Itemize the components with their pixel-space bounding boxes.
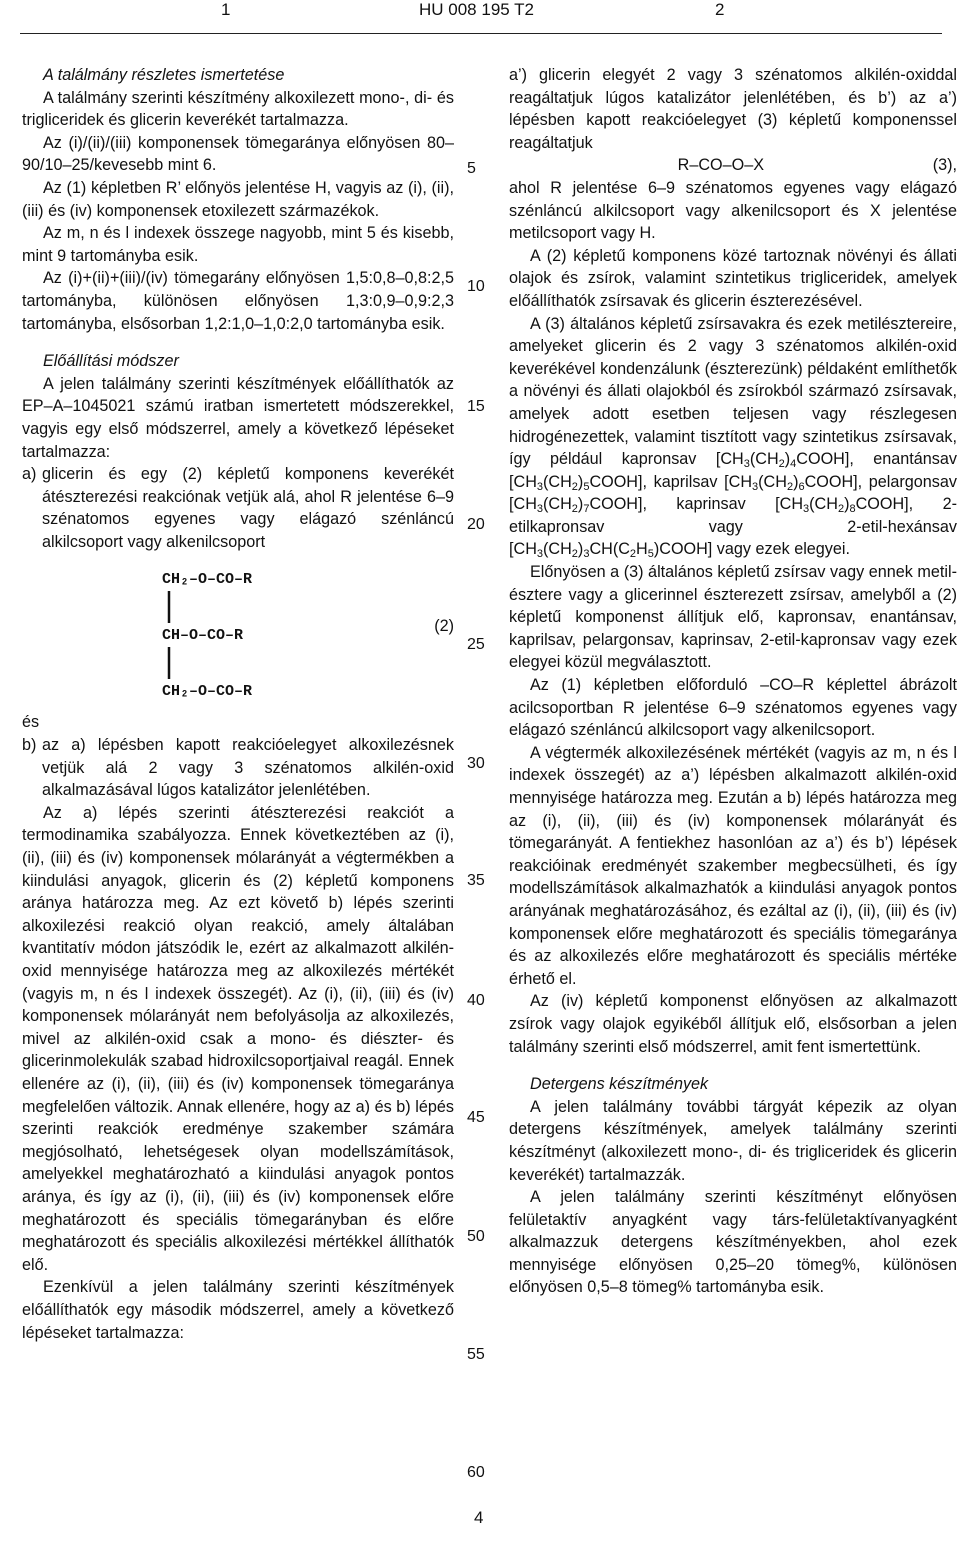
header-rule: [20, 33, 942, 34]
paragraph: Az (i)+(ii)+(iii)/(iv) tömegarány előnyösen 1,5:0,8–0,8:2,5 tartományba, különösen előnyösen 1,3:0,9–0,9:2,3 tartományba, elsősorban 1,2:1,0–1,0:2,0 tartományba esik.: [22, 269, 454, 333]
formula-line-1: CH₂–O–CO–R: [162, 571, 253, 589]
paragraph: Az (1) képletben előforduló –CO–R képlettel ábrázolt acilcsoportban R jelentése 6–9 szénatomos egyenes vagy elágazó szénláncú alkilcsoport vagy alkenilcsoport.: [509, 676, 957, 740]
paragraph: A jelen találmány további tárgyát képezik az olyan detergens készítmények, amelyek találmány szerinti készítményt (alkoxilezett mono-, di- és trigliceridek és glicerin keverékét) tartalmazzák.: [509, 1097, 957, 1184]
formula-3-expression: R–CO–O–X: [677, 156, 765, 175]
formula-3-number: (3),: [932, 156, 957, 175]
paragraph: Az (i)/(ii)/(iii) komponensek tömegaránya előnyösen 80–90/10–25/kevesebb mint 6.: [22, 133, 454, 175]
formula-number: (2): [434, 617, 454, 636]
acid-list-end: vagy ezek elegyei.: [712, 540, 850, 559]
acid-ethylhexanoic-label: 2-etilkapronsav vagy 2-etil-hexánsav: [509, 495, 957, 536]
paragraph: Előnyösen a (3) általános képletű zsírsav vagy ennek metil-észtere vagy a glicerinnel észterezett zsírsav, amelyből a (2) képletű komponenst állítjuk elő, kapronsav, enantánsav, kaprilsav, pelargonsav, kaprinsav, 2-etil-kapronsav vagy ezek elegyei közül megválasztott.: [509, 563, 957, 672]
right-column: [509, 64, 957, 1299]
connector-es: és: [22, 713, 40, 732]
step-a-text: glicerin és egy (2) képletű komponens keverékét átészterezési reakciónak vetjük alá, ahol R jelentése 6–9 szénatomos egyenes vagy elágazó szénláncú alkilcsoport vagy alkenilcsoport: [42, 465, 454, 551]
acid-caproic: $[CH_3(CH_2)_4COOH]$: [715, 450, 850, 471]
paragraph: A jelen találmány szerinti készítményt előnyösen felületaktív anyagként vagy társ-felületaktívanyagként alkalmazzuk detergens készítményekben, ahol ezek mennyisége előnyösen 0,25–20 tömeg%, különösen előnyösen 0,5–8 tömeg% tartományba esik.: [509, 1188, 957, 1297]
acid-ethylhexanoic: $[CH_3(CH_2)_3CH(C_2H_5)COOH]$: [509, 540, 713, 561]
line-number: 20: [467, 516, 485, 533]
paragraph: Az a) lépés szerinti átészterezési reakciót a termodinamika szabályozza. Ennek következtében az (i), (ii), (iii) és (iv) komponensek mólarányát a végtermékben a kiindulási anyagok, glicerin és (2) képletű komponens aránya határozza meg. Az ezt követő b) lépés szerinti alkoxilezési reakció olyan reakció, amely általában kvantitatív módon játszódik le, ezért az alkalmazott alkilén-oxid mennyisége határozza meg az alkoxilezés mértékét (vagyis m, n és l indexek összegét). Az (i), (ii), (iii) és (iv) komponensek mólarányát nem befolyásolja az alkoxilezés, mivel az alkilén-oxid csak a mono- és diészter- és glicerinmolekulák szabad hidroxilcsoportjaival reagál. Ennek ellenére az (i), (ii), (iii) és (iv) komponensek tömegaránya megfelelően változik. Annak ellenére, hogy az a) és b) lépés szerinti reakciók eredménye szakember számára megjósolható, lehetségesek olyan modellszámítások, amelyekkel meghatározható a kiindulási anyagok pontos aránya, és így az (i), (ii), (iii) és (iv) komponensek előre meghatározott és speciális tömegarányban és előre meghatározott és speciális alkoxilezési mértékkel állíthatók elő.: [22, 803, 454, 1274]
line-number: 35: [467, 872, 485, 889]
section-heading-preparation: Előállítási módszer: [43, 352, 179, 371]
structural-formula-2: [22, 565, 454, 703]
step-a-label: a): [22, 465, 37, 484]
acid-enanthic: $[CH_3(CH_2)_5COOH]$,: [509, 472, 647, 493]
line-number: 40: [467, 992, 485, 1009]
acid-pelargonic-label: pelargonsav: [862, 472, 957, 491]
line-number: 5: [467, 160, 476, 177]
formula-3: [509, 154, 957, 177]
acid-caprylic: $[CH_3(CH_2)_6COOH]$,: [724, 472, 863, 493]
paragraph: Az m, n és l indexek összege nagyobb, mint 5 és kisebb, mint 9 tartományba esik.: [22, 224, 454, 265]
line-number: 25: [467, 636, 485, 653]
fatty-acid-intro: A (3) általános képletű zsírsavakra és ezek metilésztereire, amelyeket glicerin és 2 vagy 3 szénatomos alkilén-oxid keverékével kondenzálunk (észterezünk) példaként említhetők a növényi és állati olajokból és zsírokból származó zsírsavak, amelyek adott esetben teljesen vagy részlegesen hidrogénezettek, valamint tisztított vagy szintetikus zsírsavak, így például kapronsav: [509, 314, 957, 469]
line-number: 30: [467, 755, 485, 772]
acid-capric: $[CH_3(CH_2)_8COOH]$,: [775, 495, 914, 516]
line-number: 55: [467, 1346, 485, 1363]
step-a: [22, 463, 454, 553]
step-b: [22, 734, 454, 802]
paragraph: A találmány szerinti készítmény alkoxilezett mono-, di- és trigliceridek és glicerin keverékét tartalmazza.: [22, 88, 454, 130]
formula-line-2: CH–O–CO–R: [162, 627, 244, 645]
section-heading-detailed-description: A találmány részletes ismertetése: [43, 66, 285, 84]
formula-line-3: CH₂–O–CO–R: [162, 683, 253, 701]
paragraph: A (2) képletű komponens közé tartoznak növényi és állati olajok és zsírok, valamint szintetikus trigliceridek, amelyek előállíthatók zsírsavak és glicerin észterezésével.: [509, 246, 957, 310]
step-b-label: b): [22, 736, 37, 755]
section-heading-detergents: Detergens készítmények: [530, 1075, 709, 1094]
paragraph: A jelen találmány szerinti készítmények előállíthatók az EP–A–1045021 számú iratban ismertetett módszerekkel, vagyis egy első módszerrel, amely a következő lépéseket tartalmazza:: [22, 374, 454, 461]
right-page-number: 2: [715, 0, 725, 19]
paragraph: A végtermék alkoxilezésének mértékét (vagyis az m, n és l indexek összegét) az a’) lépésben alkalmazott alkilén-oxid mennyisége határozza meg. Ezután a b) lépés határozza meg az (i), (ii), (iii) és (iv) komponensek mólarányát és tömegarányát. A fentiekhez hasonlóan az a’) és b’) lépések reakcióinak eredményét szakember megbecsülheti, és így modellszámítások alkalmazhatók a kiindulási anyagok pontos arányának meghatározásához, és ezáltal az (i), (ii), (iii) és (iv) komponensek előre meghatározott és speciális tömegaránya és az alkoxilezés előre meghatározott és speciális mértéke érhető el.: [509, 743, 957, 988]
paragraph: a’) glicerin elegyét 2 vagy 3 szénatomos alkilén-oxiddal reagáltatjuk lúgos katalizátor jelenlétében, és b’) az a’) lépésben kapott reakcióelegyet (3) képletű komponenssel reagáltatjuk: [509, 66, 957, 152]
line-number: 15: [467, 398, 485, 415]
acid-pelargonic: $[CH_3(CH_2)_7COOH]$,: [509, 495, 647, 516]
line-number: 45: [467, 1109, 485, 1126]
paragraph: ahol R jelentése 6–9 szénatomos egyenes vagy elágazó szénláncú alkilcsoport vagy alkenilcsoport és X jelentése metilcsoport vagy H.: [509, 178, 957, 243]
footer-page-number: 4: [474, 1508, 484, 1527]
triglyceride-structure: [162, 565, 322, 703]
document-id: HU 008 195 T2: [419, 0, 534, 19]
acid-enanthic-label: , enantánsav: [849, 450, 957, 469]
left-column: [22, 64, 454, 1344]
acid-caprylic-label: kaprilsav: [653, 472, 725, 491]
paragraph: Ezenkívül a jelen találmány szerinti készítmények előállíthatók egy második módszerrel, amely a következő lépéseket tartalmazza:: [22, 1278, 454, 1342]
paragraph: [509, 313, 957, 562]
line-number: 60: [467, 1464, 485, 1481]
paragraph: Az (iv) képletű komponenst előnyösen az alkalmazott zsírok vagy olajok egyikéből állítjuk elő, elsősorban a jelen találmány szerinti első módszerrel, amit fent ismertettünk.: [509, 992, 957, 1056]
line-number: 50: [467, 1228, 485, 1245]
acid-capric-label: kaprinsav: [647, 495, 776, 514]
paragraph: Az (1) képletben R’ előnyös jelentése H, vagyis az (i), (ii), (iii) és (iv) komponensek etoxilezett származékok.: [22, 178, 454, 220]
line-number: 10: [467, 278, 485, 295]
left-page-number: 1: [221, 0, 231, 19]
step-b-text: az a) lépésben kapott reakcióelegyet alkoxilezésnek vetjük alá 2 vagy 3 szénatomos alkilén-oxid alkalmazásával lúgos katalizátor jelenlétében.: [42, 736, 454, 800]
